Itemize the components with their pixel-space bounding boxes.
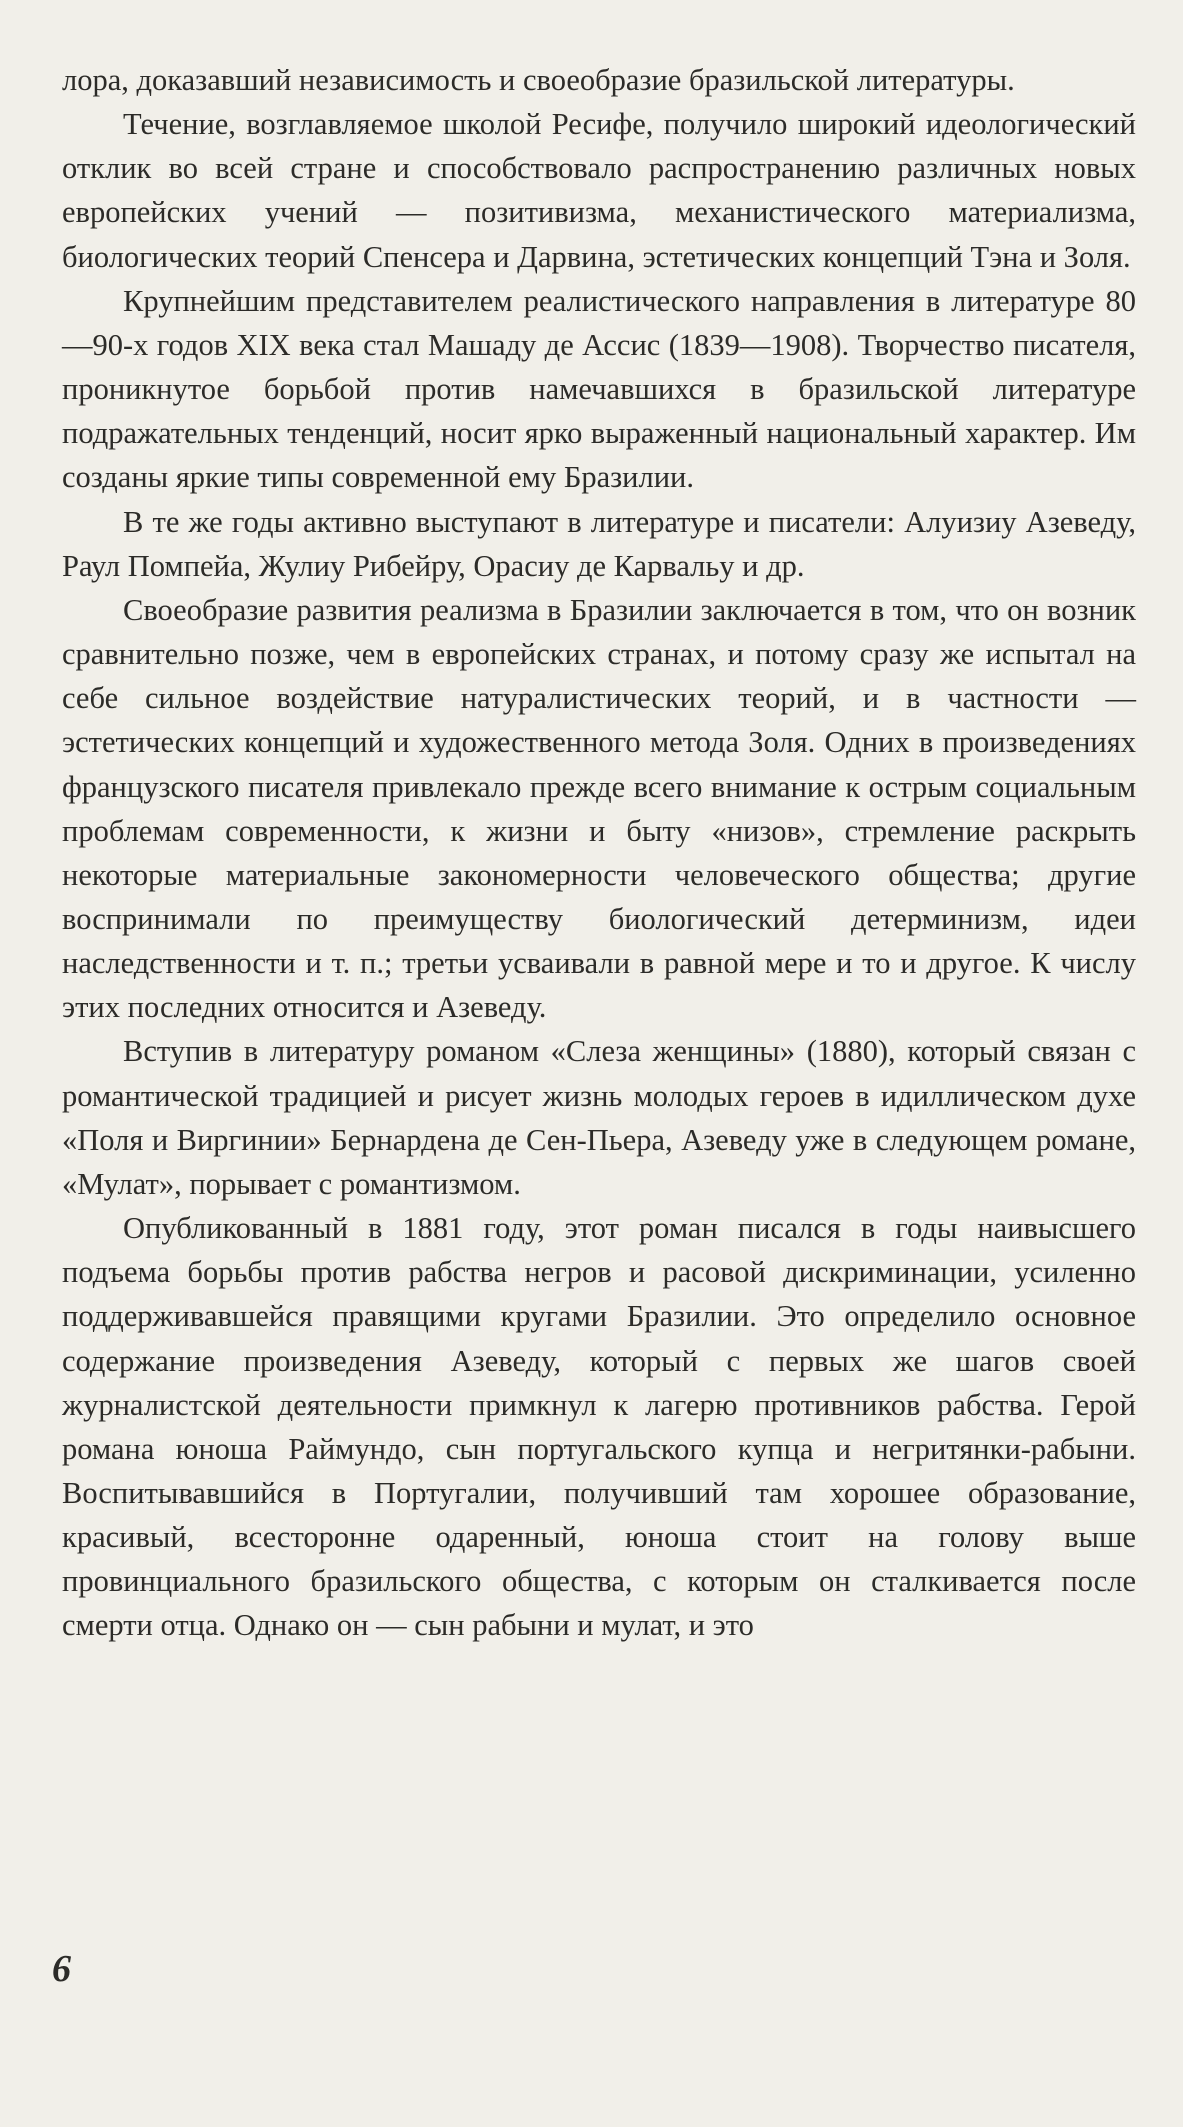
paragraph-1: лора, доказавший независимость и своеобразие бразильской литературы. bbox=[62, 63, 1015, 97]
paragraph-7: Опубликованный в 1881 году, этот роман писался в годы наивысшего подъема борьбы против рабства негров и расовой дискриминации, усиленно поддерживавшейся правящими кругами Бразилии. Это определило основное содержание произведения Азеведу, который с первых же шагов своей журналистской деятельности примкнул к лагерю противников рабства. Герой романа юноша Раймундо, сын португальского купца и негритянки-рабыни. Воспитывавшийся в Португалии, получивший там хорошее образование, красивый, всесторонне одаренный, юноша стоит на голову выше провинциального бразильского общества, с которым он сталкивается после смерти отца. Однако он — сын рабыни и мулат, и это bbox=[62, 1211, 1136, 1643]
paragraph-2: Течение, возглавляемое школой Ресифе, получило широкий идеологический отклик во всей стране и способствовало распространению различных новых европейских учений — позитивизма, механистического материализма, биологических теорий Спенсера и Дарвина, эстетических концепций Тэна и Золя. bbox=[62, 107, 1136, 274]
paragraph-5: Своеобразие развития реализма в Бразилии заключается в том, что он возник сравнительно позже, чем в европейских странах, и потому сразу же испытал на себе сильное воздействие натуралистических теорий, и в частности — эстетических концепций и художественного метода Золя. Одних в произведениях французского писателя привлекало прежде всего внимание к острым социальным проблемам современности, к жизни и быту «низов», стремление раскрыть некоторые материальные закономерности человеческого общества; другие воспринимали по преимуществу биологический детерминизм, идеи наследственности и т. п.; третьи усваивали в равной мере и то и другое. К числу этих последних относится и Азеведу. bbox=[62, 592, 1136, 1025]
body-text bbox=[62, 58, 1136, 1648]
paragraph-6: Вступив в литературу романом «Слеза женщины» (1880), который связан с романтической традицией и рисует жизнь молодых героев в идиллическом духе «Поля и Виргинии» Бернардена де Сен-Пьера, Азеведу уже в следующем романе, «Мулат», порывает с романтизмом. bbox=[62, 1034, 1136, 1201]
paragraph-4: В те же годы активно выступают в литературе и писатели: Алуизиу Азеведу, Раул Помпейа, Жулиу Рибейру, Орасиу де Карвальу и др. bbox=[62, 504, 1136, 583]
page-number: 6 bbox=[52, 1948, 71, 1990]
paragraph-3: Крупнейшим представителем реалистического направления в литературе 80—90-х годов XIX века стал Машаду де Ассис (1839—1908). Творчество писателя, проникнутое борьбой против намечавшихся в бразильской литературе подражательных тенденций, носит ярко выраженный национальный характер. Им созданы яркие типы современной ему Бразилии. bbox=[62, 283, 1136, 495]
